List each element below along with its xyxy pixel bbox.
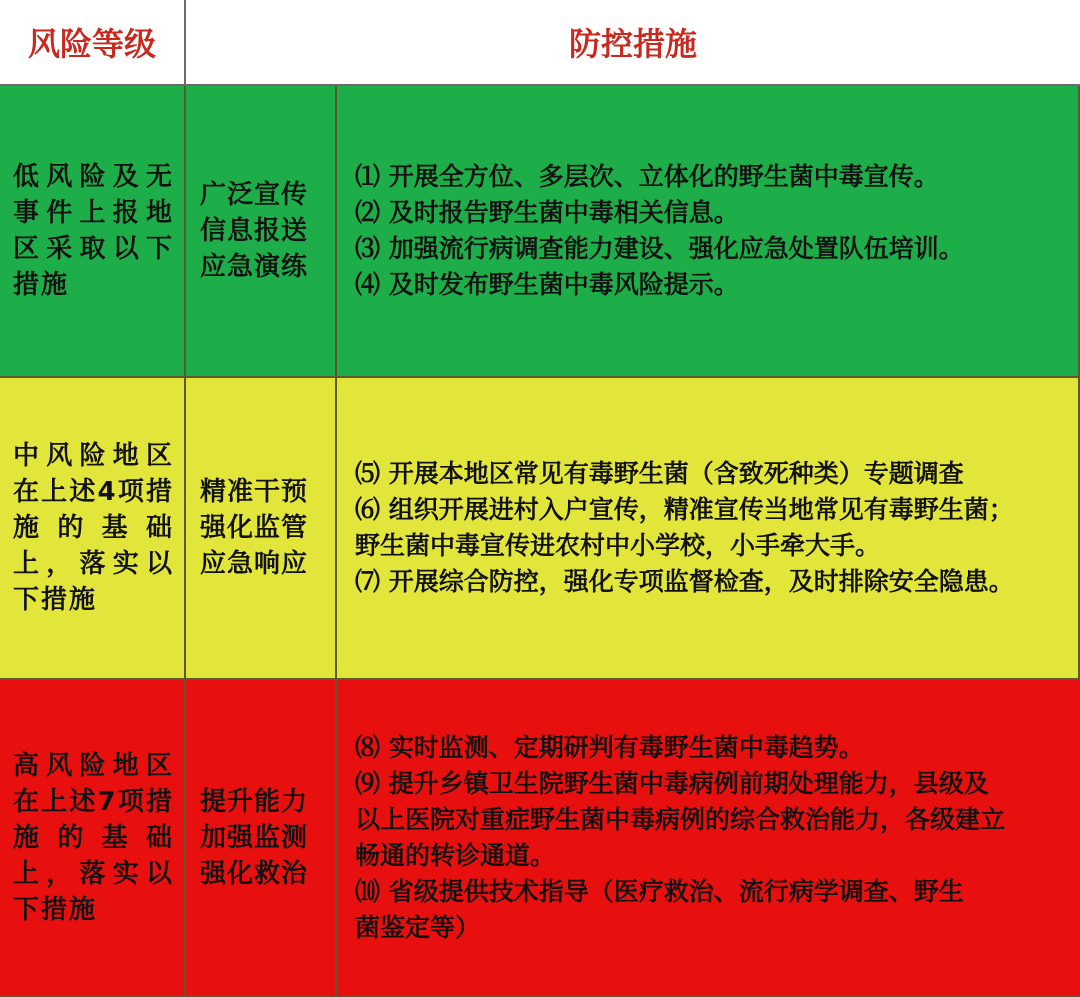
summary-low-text xyxy=(200,177,327,285)
measure-item: ⑻ 实时监测、定期研判有毒野生菌中毒趋势。 xyxy=(355,732,864,762)
risk-level-high-cell xyxy=(0,680,186,997)
measures-low-text xyxy=(355,159,1068,303)
measure-item: ⑹ 组织开展进村入户宣传，精准宣传当地常见有毒野生菌； xyxy=(355,495,1014,524)
measure-item: ⑴ 开展全方位、多层次、立体化的野生菌中毒宣传。 xyxy=(355,162,939,191)
summary-line: 强化救治 xyxy=(200,858,309,889)
summary-medium-text xyxy=(200,474,327,582)
summary-high-cell xyxy=(186,680,337,997)
measures-low-cell xyxy=(337,86,1080,378)
measure-item: ⑵ 及时报告野生菌中毒相关信息。 xyxy=(355,198,739,227)
measure-item: ⑺ 开展综合防控，强化专项监督检查，及时排除安全隐患。 xyxy=(355,567,1014,596)
measure-item: ⑼ 提升乡镇卫生院野生菌中毒病例前期处理能力，县级及 xyxy=(355,768,989,798)
risk-level-high-text: 高风险地区在上述7项措施的基础上，落实以下措施 xyxy=(13,750,174,925)
measures-high-cell xyxy=(337,680,1080,997)
measures-medium-cell xyxy=(337,378,1080,680)
measure-item: ⑶ 加强流行病调查能力建设、强化应急处置队伍培训。 xyxy=(355,234,964,263)
measure-item: 菌鉴定等） xyxy=(355,912,481,942)
summary-line: 强化监管 xyxy=(200,513,309,543)
risk-level-low-cell xyxy=(0,86,186,378)
summary-line: 精准干预 xyxy=(200,477,309,507)
header-risk-level: 风险等级 xyxy=(0,0,186,86)
measure-item: 畅通的转诊通道。 xyxy=(355,840,556,870)
measures-medium-text xyxy=(355,456,1068,600)
measure-item: ⑸ 开展本地区常见有毒野生菌（含致死种类）专题调查 xyxy=(355,459,964,488)
measure-item: 野生菌中毒宣传进农村中小学校，小手牵大手。 xyxy=(355,531,881,560)
header-control-measures: 防控措施 xyxy=(186,0,1080,86)
summary-line: 应急响应 xyxy=(200,549,309,579)
summary-medium-cell xyxy=(186,378,337,680)
risk-level-medium-text: 中风险地区在上述4项措施的基础上，落实以下措施 xyxy=(13,441,174,615)
measure-item: ⑷ 及时发布野生菌中毒风险提示。 xyxy=(355,270,739,299)
summary-high-text xyxy=(200,784,327,892)
measures-high-text xyxy=(355,730,1070,946)
measure-item: 以上医院对重症野生菌中毒病例的综合救治能力，各级建立 xyxy=(355,804,1006,834)
summary-line: 信息报送 xyxy=(200,216,309,246)
measure-item: ⑽ 省级提供技术指导（医疗救治、流行病学调查、野生 xyxy=(355,876,964,906)
risk-level-medium-cell xyxy=(0,378,186,680)
summary-line: 提升能力 xyxy=(200,786,309,817)
summary-line: 广泛宣传 xyxy=(200,180,309,210)
risk-level-low-text: 低风险及无事件上报地区采取以下措施 xyxy=(13,162,174,300)
summary-low-cell xyxy=(186,86,337,378)
summary-line: 应急演练 xyxy=(200,252,309,282)
summary-line: 加强监测 xyxy=(200,822,309,853)
